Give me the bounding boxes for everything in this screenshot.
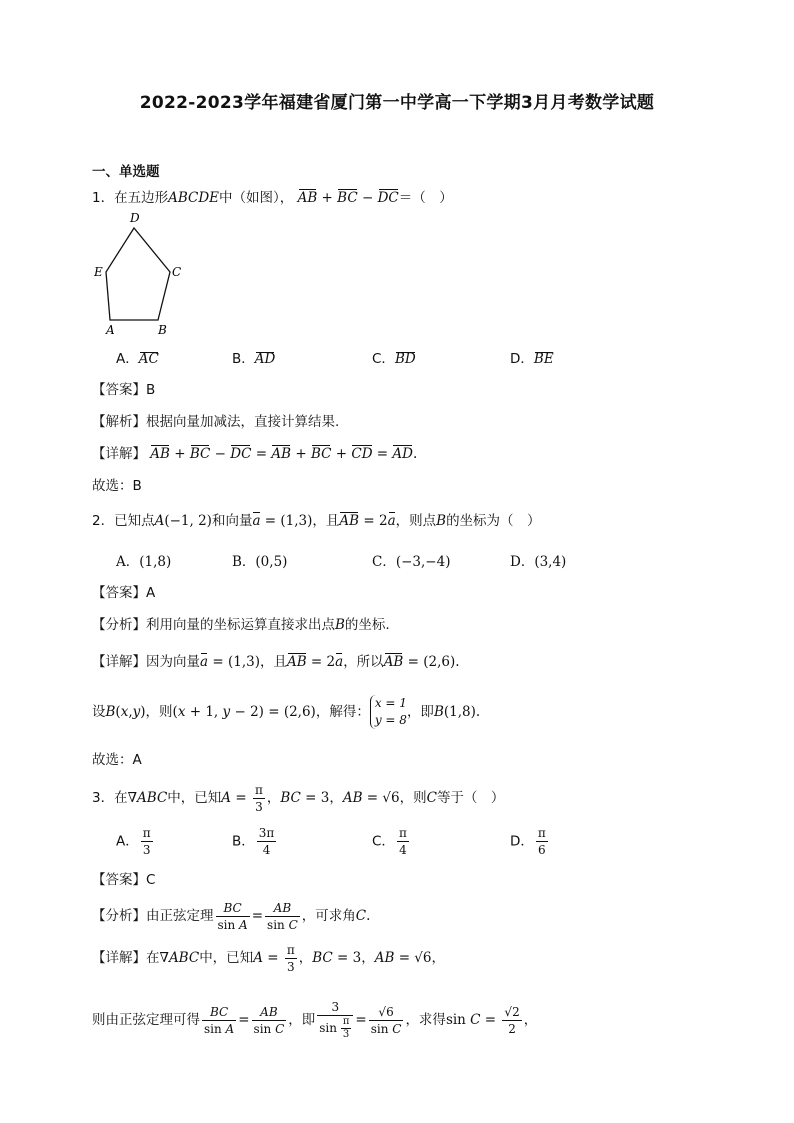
q2-option-b[interactable]: B．(0,5) — [232, 554, 288, 570]
question-2-stem: 2．已知点A(−1, 2)和向量a = (1,3)，且AB = 2a，则点B的坐标为（ ） — [92, 513, 541, 529]
pentagon-figure — [92, 210, 192, 340]
q2-solve: 设B(x,y)，则(x + 1, y − 2) = (2,6)，解得： x = 1 y = 8 ，即B(1,8). — [92, 696, 481, 727]
q1-choose: 故选：B — [92, 478, 142, 494]
q2-detail: 【详解】因为向量a = (1,3)，且AB = 2a，所以AB = (2,6). — [92, 654, 460, 670]
question-3-stem: 3．在∇ABC中，已知A = $\frac{\pi}{3}$ ，BC = 3，AB = √6，则C等于（ ） — [92, 782, 505, 814]
q3-option-a[interactable]: A． $\frac{\pi}{3}$ — [116, 826, 151, 857]
page-title: 2022-2023学年福建省厦门第一中学高一下学期3月月考数学试题 — [139, 93, 655, 113]
q3-option-c[interactable]: C． $\frac{\pi}{4}$ — [372, 826, 407, 857]
q2-option-d[interactable]: D．(3,4) — [510, 554, 567, 570]
figure-label-a: A — [106, 323, 115, 337]
q3-analysis: 【分析】由正弦定理 $\frac{BC}{\text{sin A}}$ = $\frac{AB}{\text{sin C}}$ ，可求角C. — [92, 900, 371, 932]
q1-option-c[interactable]: C．BD — [372, 351, 416, 367]
q3-detail: 【详解】在∇ABC中，已知A = $\frac{\pi}{3}$ ，BC = 3，AB = √6， — [92, 942, 445, 974]
q3-option-b[interactable]: B． $\frac{3\pi}{4}$ — [232, 826, 275, 857]
q3-answer: 【答案】C — [92, 872, 156, 888]
q1-detail: 【详解】 AB + BC − DC = AB + BC + CD = AD. — [92, 446, 418, 462]
figure-label-e: E — [94, 265, 103, 279]
figure-label-d: D — [130, 211, 140, 225]
q2-option-a[interactable]: A．(1,8) — [116, 554, 172, 570]
section-heading: 一、单选题 — [92, 164, 160, 180]
q3-derivation: 则由正弦定理可得 $\frac{BC}{\text{sin A}}$ = $\frac{AB}{\text{sin C}}$ ，即 3 sin $\frac{\pi}{3}$ = $\frac{√6}{\text{sin C}}$ ，求得sin C = $\frac{√2}{2}$ ， — [92, 1000, 538, 1040]
q3-option-d[interactable]: D． $\frac{\pi}{6}$ — [510, 826, 546, 857]
q1-option-a[interactable]: A．AC — [116, 351, 159, 367]
q1-option-b[interactable]: B．AD — [232, 351, 276, 367]
q1-answer: 【答案】B — [92, 382, 156, 398]
q1-analysis: 【解析】根据向量加减法，直接计算结果. — [92, 414, 340, 430]
q2-answer: 【答案】A — [92, 585, 156, 601]
q2-analysis: 【分析】利用向量的坐标运算直接求出点B的坐标. — [92, 617, 390, 633]
figure-label-b: B — [158, 323, 167, 337]
q2-choose: 故选：A — [92, 752, 142, 768]
q1-option-d[interactable]: D．BE — [510, 351, 554, 367]
question-1-stem: 1．在五边形ABCDE中（如图）， AB + BC − DC＝（ ） — [92, 190, 453, 206]
figure-label-c: C — [172, 265, 182, 279]
q2-option-c[interactable]: C．(−3,−4) — [372, 554, 451, 570]
